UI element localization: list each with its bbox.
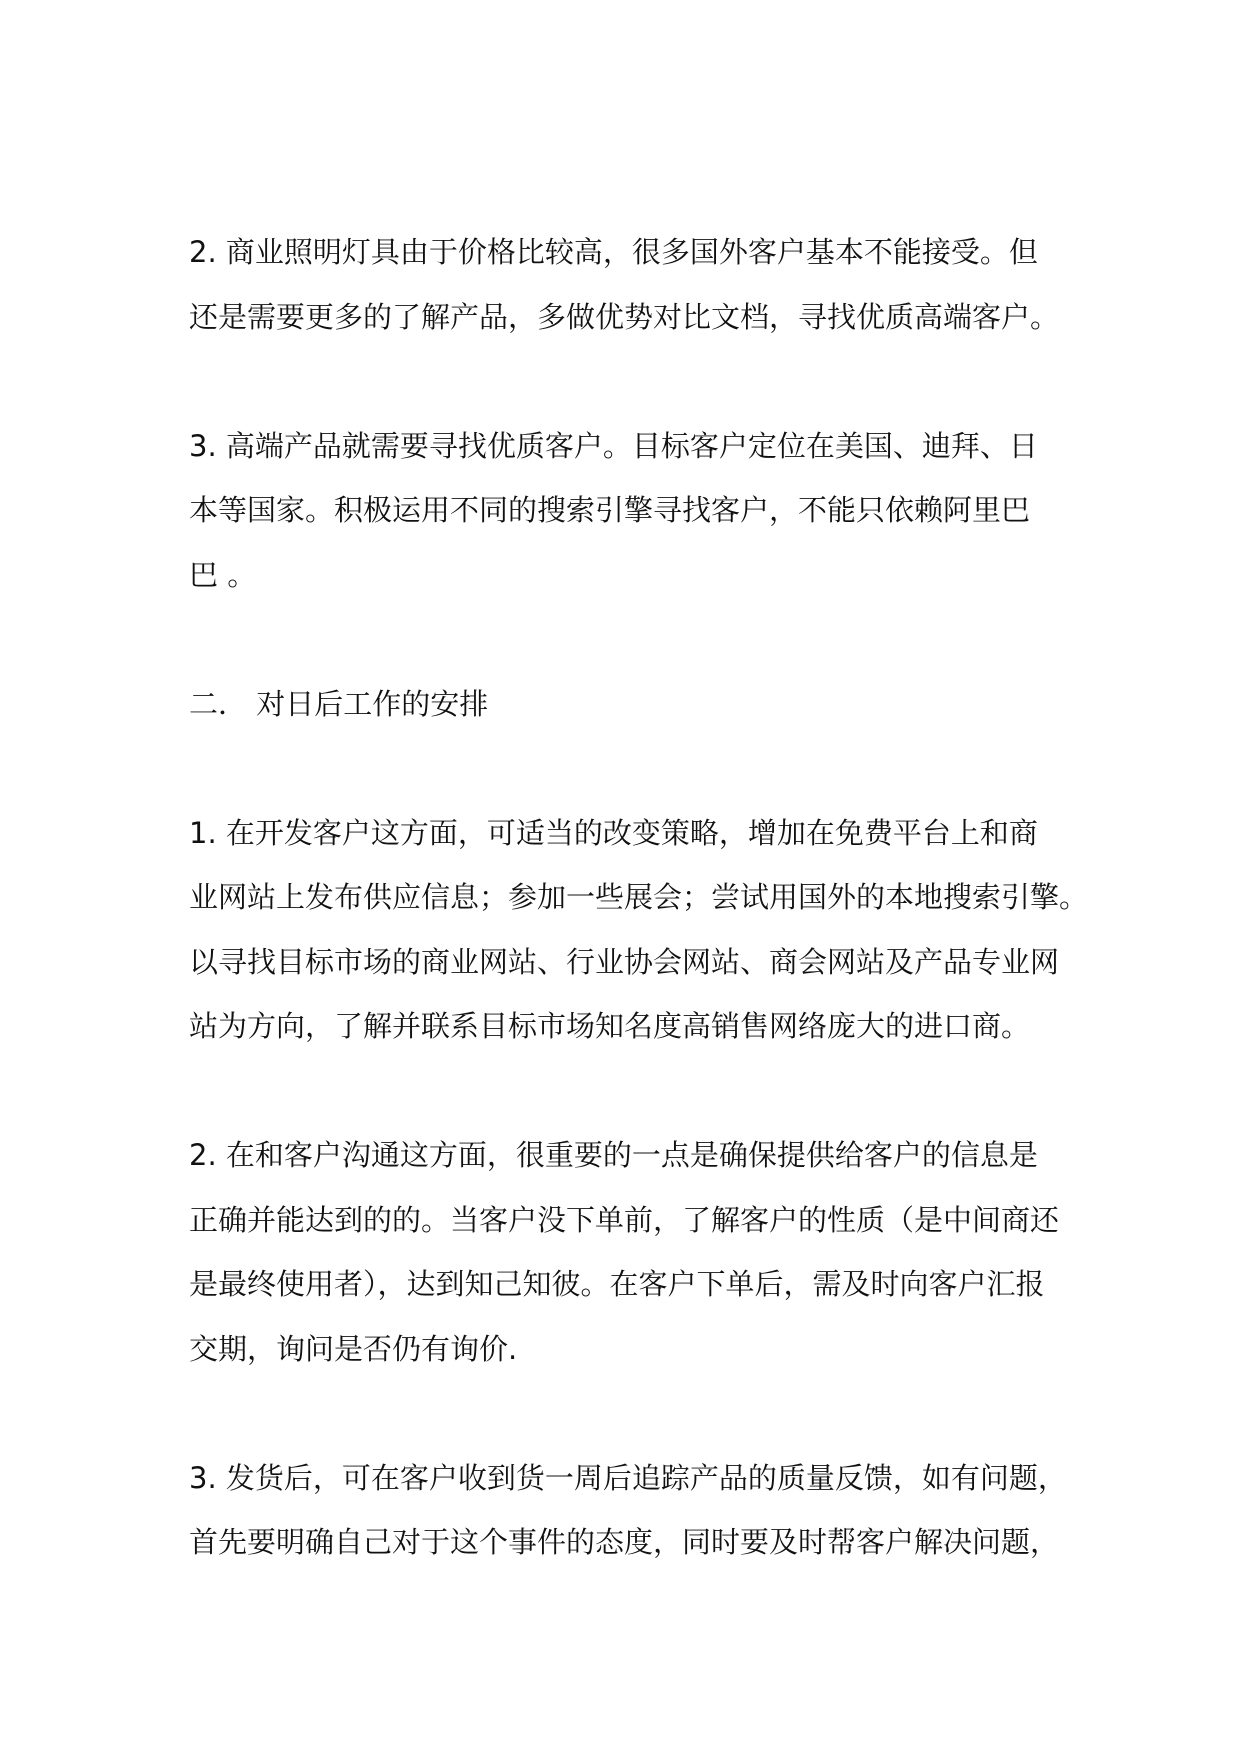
paragraph-target-customers [189, 414, 1089, 608]
paragraph-customer-development [189, 801, 1089, 1059]
text-line: 巴 。 [189, 557, 257, 592]
paragraph-spacer [189, 607, 1089, 672]
text-line: 交期，询问是否仍有询价. [189, 1331, 518, 1366]
paragraph-customer-communication [189, 1123, 1089, 1381]
document-body [189, 220, 1089, 1575]
section-heading-text: 二． 对日后工作的安排 [189, 686, 489, 721]
paragraph-after-shipment [189, 1446, 1089, 1575]
paragraph-spacer [189, 1381, 1089, 1446]
text-line: 本等国家。积极运用不同的搜索引擎寻找客户，不能只依赖阿里巴 [189, 493, 1031, 527]
paragraph-spacer [189, 1059, 1089, 1124]
text-line: 1. 在开发客户这方面，可适当的改变策略，增加在免费平台上和商 [189, 815, 1038, 850]
section-heading [189, 672, 1089, 737]
text-line: 是最终使用者），达到知己知彼。在客户下单后，需及时向客户汇报 [189, 1267, 1045, 1301]
text-line: 站为方向，了解并联系目标市场知名度高销售网络庞大的进口商。 [189, 1009, 1031, 1043]
text-line: 还是需要更多的了解产品，多做优势对比文档，寻找优质高端客户。 [189, 299, 1060, 334]
text-line: 2. 在和客户沟通这方面，很重要的一点是确保提供给客户的信息是 [189, 1138, 1038, 1172]
text-line: 3. 发货后，可在客户收到货一周后追踪产品的质量反馈，如有问题， [189, 1460, 1067, 1495]
paragraph-pricing [189, 220, 1089, 349]
text-line: 首先要明确自己对于这个事件的态度，同时要及时帮客户解决问题， [189, 1525, 1060, 1559]
text-line: 以寻找目标市场的商业网站、行业协会网站、商会网站及产品专业网 [189, 944, 1060, 979]
text-line: 业网站上发布供应信息；参加一些展会；尝试用国外的本地搜索引擎。 [189, 880, 1089, 914]
text-line: 正确并能达到的的。当客户没下单前，了解客户的性质（是中间商还 [189, 1202, 1060, 1237]
text-line: 3. 高端产品就需要寻找优质客户。目标客户定位在美国、迪拜、日 [189, 428, 1038, 463]
paragraph-spacer [189, 736, 1089, 801]
paragraph-spacer [189, 349, 1089, 414]
text-line: 2. 商业照明灯具由于价格比较高，很多国外客户基本不能接受。但 [189, 235, 1038, 269]
